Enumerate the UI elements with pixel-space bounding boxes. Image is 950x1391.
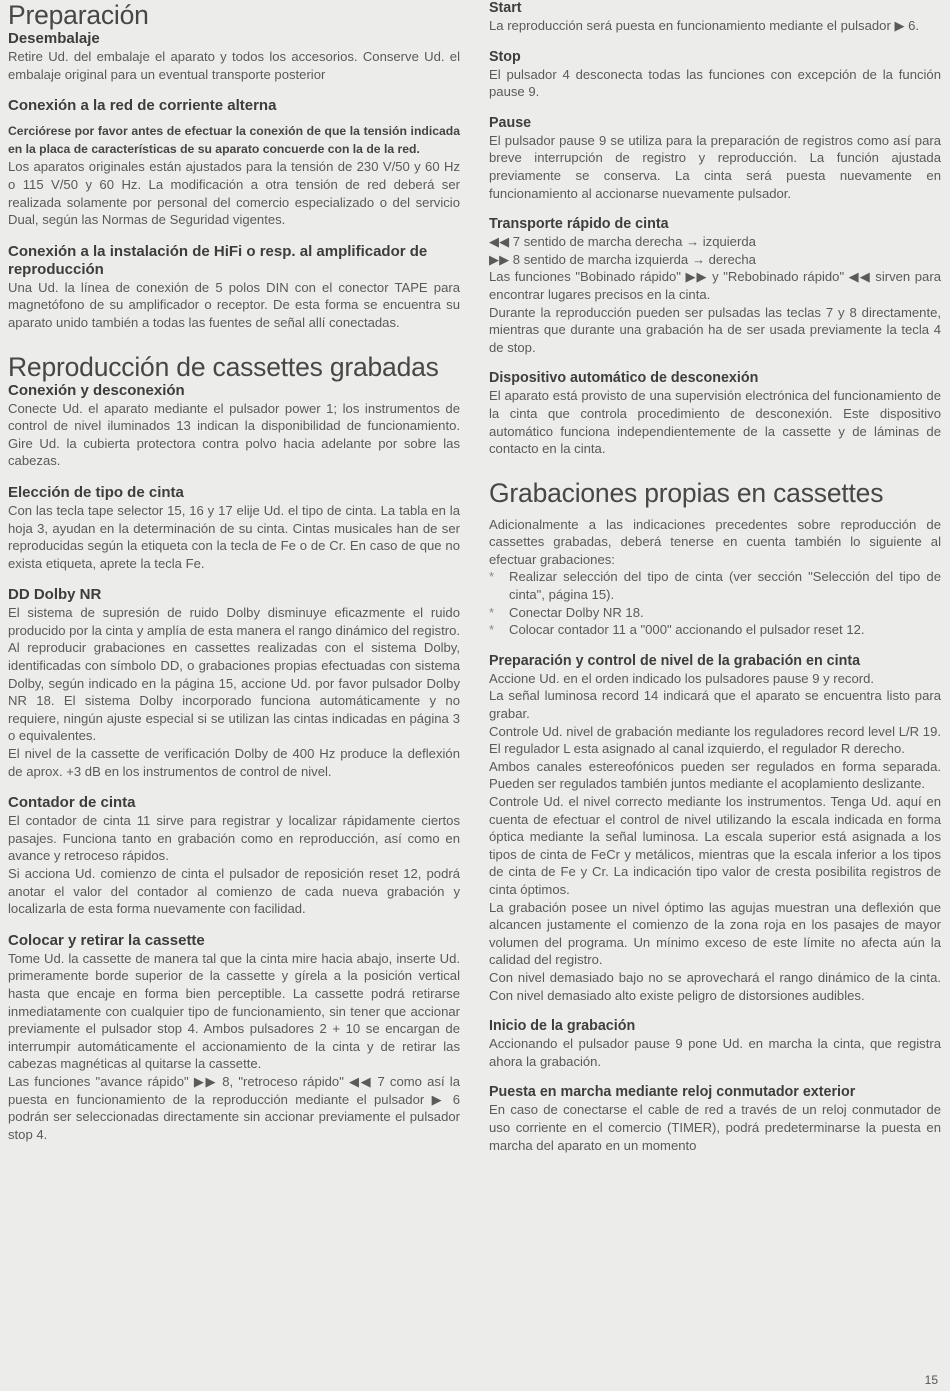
paragraph-nivel-2: La señal luminosa record 14 indicará que el aparato se encuentra listo para grabar. xyxy=(489,688,941,722)
paragraph-start: La reproducción será puesta en funcionamiento mediante el pulsador ▶ 6. xyxy=(489,18,920,33)
paragraph-nivel-6: La grabación posee un nivel óptimo las agujas muestran una deflexión que alcancen justamente el comienzo de la zona roja en los pasajes de mayor volumen del programa. Un mínimo exceso de este límite no afecta aún la calidad del registro. xyxy=(489,899,941,968)
paragraph-dispositivo: El aparato está provisto de una supervisión electrónica del funcionamiento de la cinta que controla procedimiento de desconexión. Este dispositivo automático funciona independientemente de la cassette y de láminas de contacto en la cinta. xyxy=(489,388,941,457)
heading-inicio: Inicio de la grabación xyxy=(489,1018,636,1035)
left-column xyxy=(8,0,460,1143)
list-item: * Realizar selección del tipo de cinta (ver sección "Selección del tipo de cinta", página 15). xyxy=(489,568,941,603)
paragraph-dolby-2: Al reproducir grabaciones en cassettes realizadas con el sistema Dolby, identificadas con símbolo DD, o grabaciones propias efectuadas con sistema Dolby, según indicado en la página 15, accione Ud. por favor pulsador Dolby NR 18. El sistema Dolby incorporado funciona automáticamente y no requiere, ningún ajuste especial si se utilizan las cintas indicadas en página 3 o equivalentes. xyxy=(8,640,460,744)
paragraph-dolby-3: El nivel de la cassette de verificación Dolby de 400 Hz produce la deflexión de aprox. +3 dB en los instrumentos de control de nivel. xyxy=(8,746,460,779)
heading-dispositivo: Dispositivo automático de desconexión xyxy=(489,370,759,387)
paragraph-puesta: En caso de conectarse el cable de red a través de un reloj conmutador de uso corriente en el comercio (TIMER), podrá predeterminarse la puesta en marcha del aparato en un momento xyxy=(489,1102,941,1153)
paragraph-nivel-4: Ambos canales estereofónicos pueden ser regulados en forma separada. Pueden ser regulados también juntos mediante el acoplamiento deslizante. xyxy=(489,758,941,792)
paragraph-desembalaje: Retire Ud. del embalaje el aparato y todos los accesorios. Conserve Ud. el embalaje original para un eventual transporte posterior xyxy=(8,49,460,82)
heading-pause: Pause xyxy=(489,114,532,131)
paragraph-transporte-2: Durante la reproducción pueden ser pulsadas las teclas 7 y 8 directamente, mientras que durante una grabación ha de ser usada previamente la tecla 4 de stop. xyxy=(489,304,941,355)
heading-colocar: Colocar y retirar la cassette xyxy=(8,931,205,949)
paragraph-nivel-3: Controle Ud. nivel de grabación mediante los reguladores record level L/R 19. El regulador L esta asignado al canal izquierdo, el regulador R derecho. xyxy=(489,723,941,757)
paragraph-transporte-7: ◀◀ 7 sentido de marcha derecha → izquierda xyxy=(489,234,756,250)
heading-start: Start xyxy=(489,0,522,16)
paragraph-nivel-5: Controle Ud. el nivel correcto mediante los instrumentos. Tenga Ud. aquí en cuenta de efectuar el control de nivel utilizando la escala indicada en forma óptica mediante la señal luminosa. La escala superior está asignada a los tipos de cinta de FeCr y metálicos, mientras que la escala inferior a los tipos de cinta de Fe y Cr. La indicación tipo valor de cresta posibilita registros de cinta óptimos. xyxy=(489,794,941,897)
paragraph-hifi: Una Ud. la línea de conexión de 5 polos DIN con el conector TAPE para magnetófono de su amplificador o receptor. De esta forma se encuentra su aparato unido también a todas las fuentes de señal allí conectadas. xyxy=(8,279,460,330)
heading-dolby: DD Dolby NR xyxy=(8,586,102,604)
heading-nivel: Preparación y control de nivel de la grabación en cinta xyxy=(489,652,861,669)
paragraph-transporte-1: Las funciones "Bobinado rápido" ▶▶ y "Rebobinado rápido" ◀◀ sirven para encontrar lugares precisos en la cinta. xyxy=(489,269,941,302)
heading-contador: Contador de cinta xyxy=(8,794,136,812)
paragraph-eleccion: Con las tecla tape selector 15, 16 y 17 elije Ud. el tipo de cinta. La tabla en la hoja 3, ayudan en la determinación de su cinta. Cintas musicales han de ser reproducidas según la etiqueta con la tecla de Fe o de Cr. En caso de que no exista etiqueta, aprete la tecla Fe. xyxy=(8,502,460,571)
heading-desembalaje: Desembalaje xyxy=(8,30,100,47)
paragraph-grabaciones: Adicionalmente a las indicaciones precedentes sobre reproducción de cassettes grabadas, deberá tenerse en cuenta también lo siguiente al efectuar grabaciones: xyxy=(489,516,941,567)
heading-red: Conexión a la red de corriente alterna xyxy=(8,97,277,115)
page-number: 15 xyxy=(924,1373,938,1387)
heading-conexion: Conexión y desconexión xyxy=(8,381,185,399)
paragraph-nivel-7: Con nivel demasiado bajo no se aprovechará el rango dinámico de la cinta. Con nivel demasiado alto existe peligro de distorsiones audibles. xyxy=(489,969,941,1003)
heading-stop: Stop xyxy=(489,48,521,65)
heading-transporte: Transporte rápido de cinta xyxy=(489,216,669,233)
list-item: * Conectar Dolby NR 18. xyxy=(489,604,941,622)
paragraph-red-bold: Cerciórese por favor antes de efectuar la conexión de que la tensión indicada en la placa de características de su aparato concuerde con la de la red. xyxy=(8,124,460,156)
heading-puesta: Puesta en marcha mediante reloj conmutador exterior xyxy=(489,1084,856,1101)
section-title-grabaciones: Grabaciones propias en cassettes xyxy=(489,477,884,508)
paragraph-red: Los aparatos originales están ajustados para la tensión de 230 V/50 y 60 Hz o 115 V/50 y 60 Hz. La modificación a otra tensión de red deberá ser realizada solamente por personal del comercio especializado o del servicio Dual, según las Normas de Seguridad vigentes. xyxy=(8,159,460,228)
paragraph-inicio: Accionando el pulsador pause 9 pone Ud. en marcha la cinta, que registra ahora la grabación. xyxy=(489,1036,941,1069)
paragraph-conexion: Conecte Ud. el aparato mediante el pulsador power 1; los instrumentos de control de nivel iluminados 13 indican la disponibilidad de funcionamiento. Gire Ud. la cubierta protectora contra polvo hacia adelante por sobre las cabezas. xyxy=(8,400,460,469)
paragraph-stop: El pulsador 4 desconecta todas las funciones con excepción de la función pause 9. xyxy=(489,66,941,100)
paragraph-pause: El pulsador pause 9 se utiliza para la preparación de registros como así para breve interrupción de registro y reproducción. La función ajustada previamente se conserva. La cinta será puesta nuevamente en funcionamiento al accionarse nuevamente pulsador. xyxy=(489,132,941,201)
paragraph-contador-2: Si acciona Ud. comienzo de cinta el pulsador de reposición reset 12, podrá anotar el valor del contador al comienzo de cada nueva grabación y localizarla de esta forma nuevamente con facilidad. xyxy=(8,866,460,917)
right-column xyxy=(489,0,941,1154)
heading-eleccion: Elección de tipo de cinta xyxy=(8,483,184,501)
list-item: * Colocar contador 11 a "000" accionando el pulsador reset 12. xyxy=(489,621,941,639)
paragraph-contador-1: El contador de cinta 11 sirve para registrar y localizar rápidamente ciertos pasajes. Funciona tanto en grabación como en reproducción, así como en avance y retroceso rápidos. xyxy=(8,813,460,864)
paragraph-colocar-1: Tome Ud. la cassette de manera tal que la cinta mire hacia abajo, inserte Ud. primeramente borde superior de la cassette y gírela a la posición vertical hasta que encaje en forma bien perceptible. La cassette podrá retirarse inmediatamente con cualquier tipo de funcionamiento, sin tener que accionar previamente el pulsador stop 4. Ambos pulsadores 2 + 10 se encargan de interrumpir automáticamente el accionamiento de la cinta y de retirar las cabezas magnéticas al quitarse la cassette. xyxy=(8,950,460,1072)
recording-checklist xyxy=(489,568,941,638)
paragraph-dolby-1: El sistema de supresión de ruido Dolby disminuye eficazmente el ruido producido por la cinta y amplía de esta manera el rango dinámico del registro. xyxy=(8,605,460,638)
paragraph-transporte-8: ▶▶ 8 sentido de marcha izquierda → derecha xyxy=(489,251,756,267)
section-title-preparacion: Preparación xyxy=(8,0,149,30)
heading-hifi: Conexión a la instalación de HiFi o resp. al amplificador de reproducción xyxy=(8,242,428,278)
paragraph-colocar-2: Las funciones "avance rápido" ▶▶ 8, "retroceso rápido" ◀◀ 7 como así la puesta en funcionamiento de la reproducción mediante el pulsador ▶ 6 podrán ser seleccionadas directamente sin accionar previamente el pulsador stop 4. xyxy=(8,1073,460,1142)
paragraph-nivel-1: Accione Ud. en el orden indicado los pulsadores pause 9 y record. xyxy=(489,670,875,686)
section-title-reproduccion: Reproducción de cassettes grabadas xyxy=(8,351,439,382)
